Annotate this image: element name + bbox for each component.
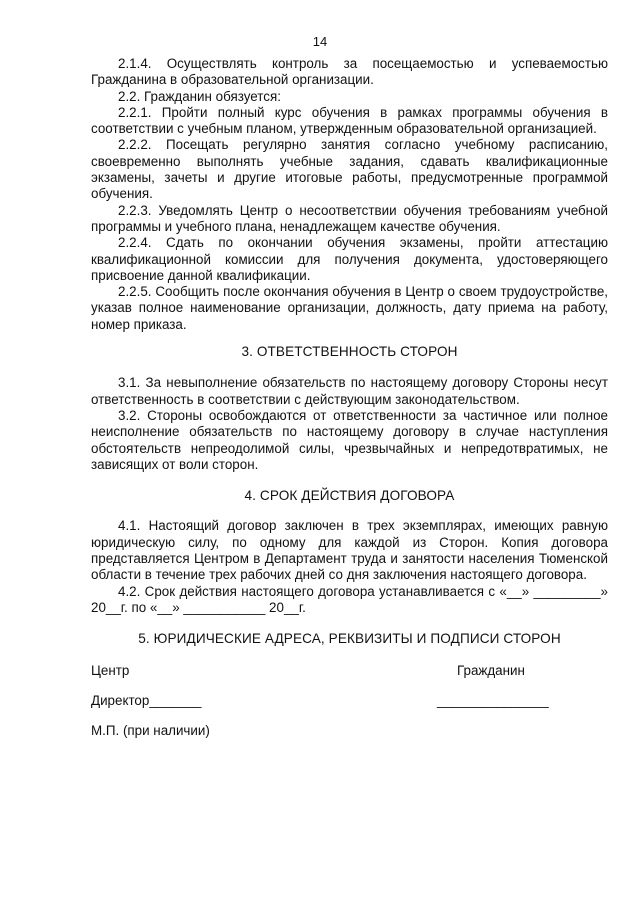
clause-2-2-4: 2.2.4. Сдать по окончании обучения экзамены, пройти аттестацию квалификационной комиссии для получения документа, удостоверяющего присвоение данной квалификации. xyxy=(91,235,608,283)
clause-2-2-3: 2.2.3. Уведомлять Центр о несоответствии обучения требованиям учебной программы и учебного плана, ненадлежащем качестве обучения. xyxy=(91,202,608,234)
document-body xyxy=(91,56,608,739)
section-4-heading: 4. СРОК ДЕЙСТВИЯ ДОГОВОРА xyxy=(244,488,455,504)
right-party-label: Гражданин xyxy=(457,662,525,678)
section-3-heading: 3. ОТВЕТСТВЕННОСТЬ СТОРОН xyxy=(241,344,458,360)
page-number: 14 xyxy=(312,34,328,49)
clause-3-1: 3.1. За невыполнение обязательств по настоящему договору Стороны несут ответственность в соответствии с действующим законодательством. xyxy=(91,375,608,407)
parties-row xyxy=(91,663,608,679)
section-5-heading: 5. ЮРИДИЧЕСКИЕ АДРЕСА, РЕКВИЗИТЫ И ПОДПИСИ СТОРОН xyxy=(138,631,561,647)
clause-4-2: 4.2. Срок действия настоящего договора устанавливается с «__» _________» 20__г. по «__» ___________ 20__г. xyxy=(91,583,608,615)
signature-row xyxy=(91,693,608,709)
director-signature-line: Директор_______ xyxy=(91,692,202,708)
stamp-note: М.П. (при наличии) xyxy=(91,722,210,738)
citizen-signature-line: _______________ xyxy=(437,692,549,708)
clause-3-2: 3.2. Стороны освобождаются от ответственности за частичное или полное неисполнение обязательств по настоящему договору в случае наступления обстоятельств непреодолимой силы, чрезвычайных и непредотвратимых, не зависящих от воли сторон. xyxy=(91,407,608,472)
clause-2-2-1: 2.2.1. Пройти полный курс обучения в рамках программы обучения в соответствии с учебным планом, утвержденным образовательной организацией. xyxy=(91,104,608,137)
stamp-row xyxy=(91,723,608,739)
clause-4-1: 4.1. Настоящий договор заключен в трех экземплярах, имеющих равную юридическую силу, по одному для каждой из Сторон. Копия договора представляется Центром в Департамент труда и занятости населения Тюменской области в течение трех рабочих дней со дня заключения настоящего договора. xyxy=(91,518,608,583)
clause-2-1-4: 2.1.4. Осуществлять контроль за посещаемостью и успеваемостью Гражданина в образовательной организации. xyxy=(91,56,608,88)
clause-2-2: 2.2. Гражданин обязуется: xyxy=(118,88,281,104)
left-party-label: Центр xyxy=(91,662,130,678)
clause-2-2-5: 2.2.5. Сообщить после окончания обучения в Центр о своем трудоустройстве, указав полное наименование организации, должность, дату приема на работу, номер приказа. xyxy=(91,284,608,332)
clause-2-2-2: 2.2.2. Посещать регулярно занятия согласно учебному расписанию, своевременно выполнять учебные задания, сдавать квалификационные экзамены, зачеты и другие итоговые работы, предусмотренные программой обучения. xyxy=(91,137,608,202)
